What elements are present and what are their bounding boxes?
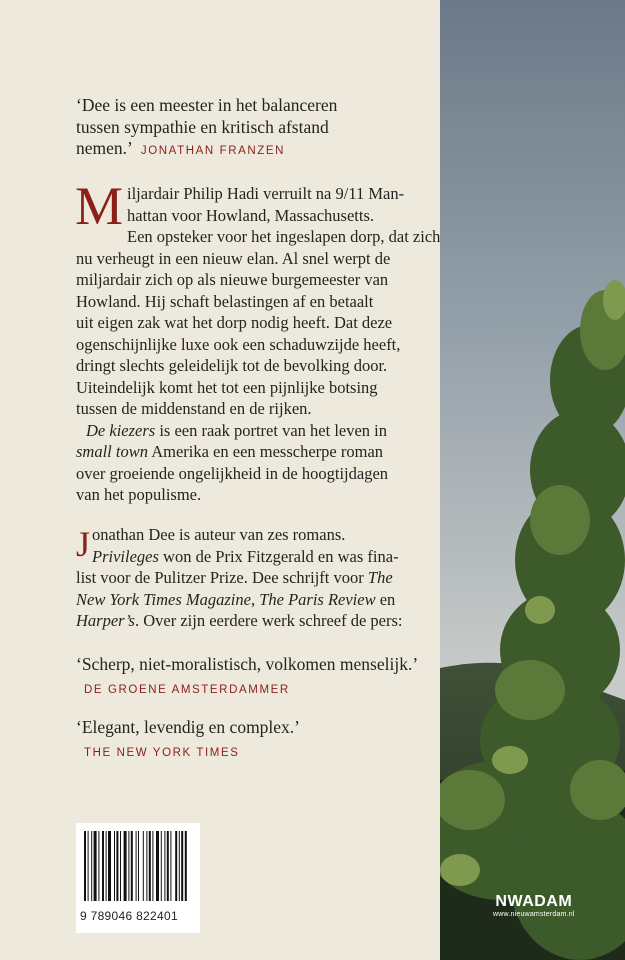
synopsis-line: van het populisme.	[76, 485, 202, 504]
barcode-bar	[88, 831, 89, 901]
barcode-bar	[138, 831, 139, 901]
barcode-bar	[84, 831, 86, 901]
barcode-bar	[156, 831, 159, 901]
barcode-bar	[120, 831, 121, 901]
quote-line: tussen sympathie en kritisch afstand	[76, 116, 329, 137]
synopsis-line: nu verheugt in een nieuw elan. Al snel werpt de	[76, 248, 391, 268]
bio-line: Harper’s. Over zijn eerdere werk schreef de pers:	[76, 611, 403, 630]
barcode-bar	[146, 831, 147, 901]
bio-line: Privileges won de Prix Fitzgerald en was fina-	[92, 546, 399, 566]
review-source: DE GROENE AMSTERDAMMER	[84, 683, 290, 696]
barcode-bar	[91, 831, 92, 901]
barcode-bar	[143, 831, 144, 901]
synopsis-line: iljardair Philip Hadi verruilt na 9/11 Man-	[127, 184, 405, 203]
barcode-bar	[167, 831, 169, 901]
synopsis-line: small town Amerika en een messcherpe roman	[76, 442, 384, 461]
barcode-bar	[128, 831, 129, 901]
barcode-bar	[185, 831, 187, 901]
barcode-bar	[106, 831, 107, 901]
synopsis-line: uit eigen zak wat het dorp nodig heeft. Dat deze	[76, 313, 393, 332]
synopsis-line: miljardair zich op als nieuwe burgemeester van	[76, 270, 389, 289]
barcode-bar	[98, 831, 99, 901]
barcode-bar	[108, 831, 111, 901]
barcode-bar	[116, 831, 118, 901]
quote-attribution: JONATHAN FRANZEN	[140, 145, 286, 157]
synopsis-line: tussen de middenstand en de rijken.	[76, 399, 312, 418]
publisher-name: NWADAM	[495, 893, 573, 910]
barcode-bar	[136, 831, 137, 901]
barcode-bar	[161, 831, 162, 901]
review-text: ‘Elegant, levendig en complex.’	[76, 717, 301, 737]
author-bio	[76, 524, 406, 632]
opening-quote	[76, 95, 337, 163]
dropcap-j: J	[76, 524, 91, 564]
barcode-bar	[170, 831, 171, 901]
dropcap-m: M	[75, 176, 124, 236]
barcode-bar	[149, 831, 151, 901]
publisher-logo	[493, 893, 575, 918]
synopsis	[75, 176, 441, 506]
isbn-number: 9 789046 822401	[80, 909, 178, 923]
synopsis-line: ogenschijnlijke luxe ook een schaduwzijde heeft,	[76, 334, 401, 354]
barcode-bar	[102, 831, 104, 901]
barcode-bar	[124, 831, 127, 901]
barcode-bar	[175, 831, 177, 901]
synopsis-line: hattan voor Howland, Massachusetts.	[127, 205, 375, 225]
barcode-bar	[179, 831, 180, 901]
barcode-bar	[181, 831, 183, 901]
publisher-url: www.nieuwamsterdam.nl	[493, 911, 575, 918]
barcode	[76, 823, 200, 933]
barcode-bars	[76, 831, 200, 911]
barcode-bar	[131, 831, 133, 901]
barcode-bar	[94, 831, 97, 901]
barcode-bar	[164, 831, 165, 901]
review-2	[76, 717, 300, 764]
synopsis-line: Een opsteker voor het ingeslapen dorp, dat zich	[127, 227, 441, 246]
synopsis-line: Howland. Hij schaft belastingen af en betaalt	[76, 291, 374, 311]
synopsis-line: Uiteindelijk komt het tot een pijnlijke botsing	[76, 377, 378, 397]
review-text: ‘Scherp, niet-moralistisch, volkomen menselijk.’	[76, 654, 419, 674]
review-1	[76, 654, 418, 701]
quote-line: nemen.’ JONATHAN FRANZEN	[76, 138, 286, 158]
bio-line: New York Times Magazine, The Paris Review en	[76, 589, 396, 609]
review-source: THE NEW YORK TIMES	[84, 746, 240, 759]
bio-line: list voor de Pulitzer Prize. Dee schrijft voor The	[76, 568, 393, 587]
synopsis-line: over groeiende ongelijkheid in de hoogtijdagen	[76, 463, 389, 483]
bio-line: onathan Dee is auteur van zes romans.	[92, 525, 346, 544]
synopsis-line: De kiezers is een raak portret van het leven in	[86, 420, 388, 440]
quote-line: ‘Dee is een meester in het balanceren	[76, 95, 338, 115]
barcode-bar	[152, 831, 153, 901]
synopsis-line: dringt slechts geleidelijk tot de bevolking door.	[76, 356, 388, 375]
barcode-bar	[114, 831, 115, 901]
landscape-photo	[440, 0, 625, 960]
